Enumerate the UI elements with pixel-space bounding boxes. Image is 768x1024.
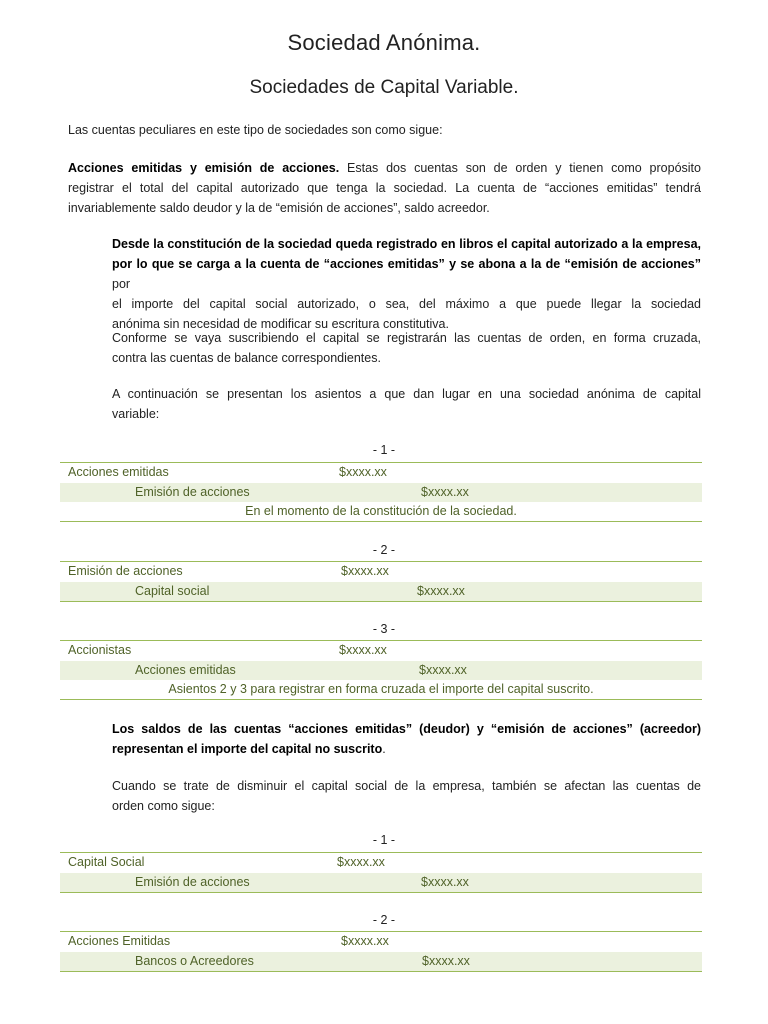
credit-account: Emisión de acciones xyxy=(135,875,250,889)
entry-number: - 3 - xyxy=(372,622,396,636)
paragraph-period: . xyxy=(382,742,386,756)
paragraph-text: invariablemente saldo deudor y la de “emisión de acciones”, saldo acreedor. xyxy=(68,201,490,215)
debit-amount: $xxxx.xx xyxy=(339,465,387,479)
debit-amount: $xxxx.xx xyxy=(341,934,389,948)
journal-row-credit xyxy=(60,873,702,892)
entry-number: - 2 - xyxy=(372,913,396,927)
intro-paragraph: Las cuentas peculiares en este tipo de sociedades son como sigue: xyxy=(68,123,443,137)
paragraph-bold-text: Desde la constitución de la sociedad queda registrado en libros el capital autorizado a la empresa, xyxy=(112,237,701,251)
journal-row-credit xyxy=(60,582,702,601)
journal-row-debit xyxy=(60,932,702,951)
journal-row-debit xyxy=(60,853,702,872)
debit-account: Acciones emitidas xyxy=(68,465,169,479)
entry-note: Asientos 2 y 3 para registrar en forma cruzada el importe del capital suscrito. xyxy=(168,682,594,696)
paragraph-bold-text: por lo que se carga a la cuenta de “acciones emitidas” y se abona a la de “emisión de acciones” xyxy=(112,257,701,271)
journal-row-credit xyxy=(60,952,702,971)
debit-amount: $xxxx.xx xyxy=(337,855,385,869)
table-rule xyxy=(60,601,702,602)
journal-row-note xyxy=(60,680,702,699)
journal-row-note xyxy=(60,502,702,521)
paragraph-text: Conforme se vaya suscribiendo el capital se registrarán las cuentas de orden, en forma cruzada, xyxy=(112,331,701,345)
paragraph-text: variable: xyxy=(112,407,160,421)
debit-amount: $xxxx.xx xyxy=(341,564,389,578)
entry-note: En el momento de la constitución de la sociedad. xyxy=(245,504,517,518)
paragraph-bold-heading: Acciones emitidas y emisión de acciones. xyxy=(68,161,340,175)
paragraph-text: A continuación se presentan los asientos a que dan lugar en una sociedad anónima de capital xyxy=(112,387,701,401)
debit-account: Emisión de acciones xyxy=(68,564,183,578)
credit-account: Capital social xyxy=(135,584,210,598)
paragraph-text: anónima sin necesidad de modificar su escritura constitutiva. xyxy=(112,317,449,331)
entry-number: - 2 - xyxy=(372,543,396,557)
document-subtitle: Sociedades de Capital Variable. xyxy=(249,77,519,98)
paragraph-text: contra las cuentas de balance correspondientes. xyxy=(112,351,381,365)
paragraph-text: por xyxy=(112,277,131,291)
credit-amount: $xxxx.xx xyxy=(421,875,469,889)
paragraph-text: registrar el total del capital autorizado que tenga la sociedad. La cuenta de “acciones emitidas” tendrá xyxy=(68,181,701,195)
table-rule xyxy=(60,971,702,972)
journal-row-debit xyxy=(60,641,702,660)
document-title: Sociedad Anónima. xyxy=(287,30,481,55)
paragraph-disminuir xyxy=(112,776,701,816)
paragraph-text: el importe del capital social autorizado, o sea, del máximo a que puede llegar la sociedad xyxy=(112,297,701,311)
journal-row-debit xyxy=(60,562,702,581)
credit-amount: $xxxx.xx xyxy=(417,584,465,598)
debit-account: Capital Social xyxy=(68,855,145,869)
paragraph-text: orden como sigue: xyxy=(112,799,215,813)
credit-account: Emisión de acciones xyxy=(135,485,250,499)
debit-account: Accionistas xyxy=(68,643,132,657)
journal-row-credit xyxy=(60,483,702,502)
paragraph-bold-text: Los saldos de las cuentas “acciones emitidas” (deudor) y “emisión de acciones” (acreedor) xyxy=(112,722,701,736)
paragraph-asientos-intro xyxy=(112,384,701,424)
paragraph-suscripcion xyxy=(112,328,701,368)
credit-amount: $xxxx.xx xyxy=(422,954,470,968)
credit-account: Bancos o Acreedores xyxy=(135,954,254,968)
entry-number: - 1 - xyxy=(372,833,396,847)
table-rule xyxy=(60,699,702,700)
entry-number: - 1 - xyxy=(372,443,396,457)
table-rule xyxy=(60,521,702,522)
paragraph-bold-text: representan el importe del capital no suscrito xyxy=(112,742,383,756)
credit-account: Acciones emitidas xyxy=(135,663,236,677)
credit-amount: $xxxx.xx xyxy=(419,663,467,677)
paragraph-acciones-emitidas xyxy=(68,158,701,218)
paragraph-saldos xyxy=(112,719,701,759)
debit-amount: $xxxx.xx xyxy=(339,643,387,657)
table-rule xyxy=(60,892,702,893)
paragraph-constitucion xyxy=(112,234,701,334)
credit-amount: $xxxx.xx xyxy=(421,485,469,499)
journal-row-credit xyxy=(60,661,702,680)
paragraph-text: Cuando se trate de disminuir el capital social de la empresa, también se afectan las cuentas de xyxy=(112,779,701,793)
paragraph-text: Estas dos cuentas son de orden y tienen como propósito xyxy=(347,161,701,175)
journal-row-debit xyxy=(60,463,702,482)
debit-account: Acciones Emitidas xyxy=(68,934,171,948)
